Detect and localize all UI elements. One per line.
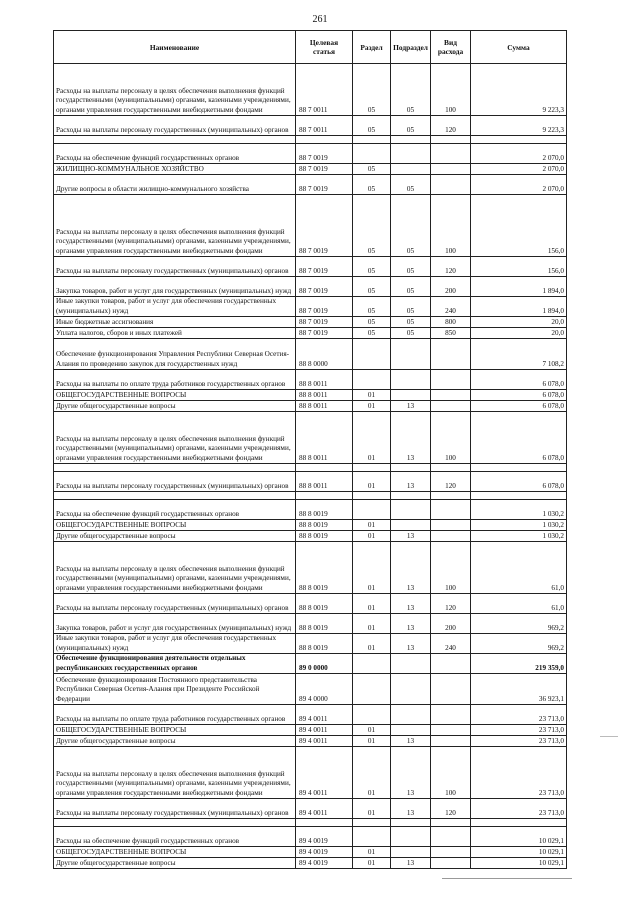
row-article-cell: 88 8 0019 [296,634,353,654]
row-type-cell [431,339,471,370]
row-type-cell: 120 [431,257,471,277]
spacer-cell [471,492,567,500]
spacer-cell [296,492,353,500]
row-name-cell: Расходы на выплаты по оплате труда работников государственных органов [54,370,296,390]
row-section-cell: 05 [353,277,391,297]
row-article-cell: 88 8 0019 [296,531,353,542]
row-name-cell: ОБЩЕГОСУДАРСТВЕННЫЕ ВОПРОСЫ [54,390,296,401]
row-type-cell: 850 [431,328,471,339]
row-article-cell: 88 8 0019 [296,594,353,614]
row-amount-cell: 10 029,1 [471,847,567,858]
row-section-cell: 05 [353,64,391,116]
table-row [54,195,567,257]
row-amount-cell: 2 070,0 [471,144,567,164]
row-subsection-cell: 05 [391,257,431,277]
spacer-cell [391,136,431,144]
row-amount-cell: 219 359,0 [471,654,567,674]
row-section-cell: 01 [353,472,391,492]
row-name-cell: Расходы на выплаты персоналу в целях обеспечения выполнения функций государственными (муниципальными) органами, казенными учреждениями, органами управления государственными внебюджетными фондами [54,64,296,116]
row-subsection-cell: 05 [391,195,431,257]
row-subsection-cell: 13 [391,799,431,819]
spacer-row [54,492,567,500]
row-type-cell [431,520,471,531]
row-article-cell: 89 0 0000 [296,654,353,674]
row-name-cell: Другие вопросы в области жилищно-коммунального хозяйства [54,175,296,195]
row-name-cell: Расходы на обеспечение функций государственных органов [54,827,296,847]
header-section: Раздел [353,31,391,64]
row-type-cell [431,531,471,542]
row-type-cell: 100 [431,542,471,594]
row-article-cell: 88 8 0000 [296,339,353,370]
row-type-cell: 120 [431,799,471,819]
spacer-cell [54,136,296,144]
table-row [54,339,567,370]
row-section-cell: 01 [353,614,391,634]
row-name-cell: Другие общегосударственные вопросы [54,736,296,747]
spacer-cell [471,819,567,827]
row-type-cell: 200 [431,614,471,634]
spacer-cell [296,464,353,472]
row-article-cell: 88 8 0019 [296,520,353,531]
row-article-cell: 88 7 0019 [296,277,353,297]
row-type-cell [431,164,471,175]
row-amount-cell: 20,0 [471,317,567,328]
table-row [54,257,567,277]
row-name-cell: Расходы на выплаты персоналу в целях обеспечения выполнения функций государственными (муниципальными) органами, казенными учреждениями, органами управления государственными внебюджетными фондами [54,412,296,464]
row-section-cell: 01 [353,799,391,819]
row-amount-cell: 2 070,0 [471,175,567,195]
row-name-cell: Расходы на выплаты персоналу государственных (муниципальных) органов [54,594,296,614]
row-subsection-cell: 13 [391,858,431,869]
row-name-cell: Расходы на выплаты персоналу государственных (муниципальных) органов [54,472,296,492]
row-type-cell [431,175,471,195]
table-row [54,654,567,674]
row-subsection-cell: 13 [391,736,431,747]
header-expense-type: Вид расхода [431,31,471,64]
row-article-cell: 89 4 0011 [296,725,353,736]
row-name-cell: Другие общегосударственные вопросы [54,531,296,542]
header-article: Целевая статья [296,31,353,64]
row-amount-cell: 61,0 [471,594,567,614]
table-row [54,614,567,634]
row-type-cell: 120 [431,594,471,614]
row-article-cell: 88 8 0011 [296,401,353,412]
spacer-row [54,136,567,144]
row-article-cell: 88 7 0019 [296,195,353,257]
row-article-cell: 88 8 0019 [296,614,353,634]
row-name-cell: ОБЩЕГОСУДАРСТВЕННЫЕ ВОПРОСЫ [54,520,296,531]
row-amount-cell: 969,2 [471,614,567,634]
table-row [54,674,567,705]
row-subsection-cell: 13 [391,412,431,464]
row-article-cell: 88 7 0019 [296,317,353,328]
header-amount: Сумма [471,31,567,64]
row-amount-cell: 6 078,0 [471,370,567,390]
row-type-cell [431,705,471,725]
spacer-cell [431,492,471,500]
row-section-cell: 01 [353,401,391,412]
row-amount-cell: 156,0 [471,195,567,257]
row-type-cell: 100 [431,64,471,116]
row-amount-cell: 9 223,3 [471,64,567,116]
row-amount-cell: 1 030,2 [471,500,567,520]
row-article-cell: 88 7 0011 [296,64,353,116]
row-type-cell [431,736,471,747]
table-row [54,472,567,492]
row-section-cell: 05 [353,164,391,175]
row-name-cell: Расходы на выплаты персоналу государственных (муниципальных) органов [54,257,296,277]
row-amount-cell: 61,0 [471,542,567,594]
row-amount-cell: 1 894,0 [471,277,567,297]
row-section-cell [353,500,391,520]
row-name-cell: Обеспечение функционирования деятельности отдельных республиканских государственных органов [54,654,296,674]
spacer-cell [391,819,431,827]
row-subsection-cell: 05 [391,328,431,339]
row-amount-cell: 10 029,1 [471,827,567,847]
row-type-cell [431,827,471,847]
row-type-cell: 240 [431,297,471,317]
table-row [54,520,567,531]
row-article-cell: 89 4 0011 [296,747,353,799]
row-section-cell: 01 [353,520,391,531]
spacer-cell [54,464,296,472]
row-subsection-cell: 13 [391,594,431,614]
row-amount-cell: 6 078,0 [471,390,567,401]
row-subsection-cell: 13 [391,401,431,412]
row-subsection-cell [391,520,431,531]
header-subsection: Подраздел [391,31,431,64]
row-name-cell: Закупка товаров, работ и услуг для государственных (муниципальных) нужд [54,277,296,297]
table-row [54,370,567,390]
row-name-cell: Расходы на выплаты персоналу в целях обеспечения выполнения функций государственными (муниципальными) органами, казенными учреждениями, органами управления государственными внебюджетными фондами [54,542,296,594]
table-row [54,747,567,799]
table-row [54,847,567,858]
row-name-cell: Расходы на выплаты по оплате труда работников государственных органов [54,705,296,725]
row-name-cell: Расходы на обеспечение функций государственных органов [54,500,296,520]
row-article-cell: 88 7 0019 [296,297,353,317]
row-name-cell: Расходы на обеспечение функций государственных органов [54,144,296,164]
table-row [54,328,567,339]
row-name-cell: Расходы на выплаты персоналу государственных (муниципальных) органов [54,799,296,819]
row-article-cell: 88 8 0011 [296,370,353,390]
row-section-cell: 01 [353,747,391,799]
row-article-cell: 89 4 0000 [296,674,353,705]
row-amount-cell: 10 029,1 [471,858,567,869]
row-article-cell: 88 8 0011 [296,390,353,401]
row-section-cell: 01 [353,858,391,869]
spacer-cell [353,464,391,472]
table-row [54,64,567,116]
table-row [54,594,567,614]
row-section-cell: 05 [353,297,391,317]
row-section-cell [353,144,391,164]
row-article-cell: 89 4 0019 [296,858,353,869]
row-type-cell: 200 [431,277,471,297]
row-section-cell: 01 [353,736,391,747]
row-article-cell: 89 4 0011 [296,705,353,725]
row-subsection-cell [391,847,431,858]
spacer-cell [471,136,567,144]
page-number: 261 [312,14,328,25]
table-row [54,144,567,164]
row-amount-cell: 9 223,3 [471,116,567,136]
row-amount-cell: 6 078,0 [471,401,567,412]
row-section-cell: 05 [353,116,391,136]
row-type-cell [431,144,471,164]
spacer-cell [353,819,391,827]
row-subsection-cell: 05 [391,317,431,328]
row-subsection-cell [391,500,431,520]
row-section-cell [353,370,391,390]
table-row [54,164,567,175]
row-name-cell: Иные бюджетные ассигнования [54,317,296,328]
table-body [54,64,567,869]
row-subsection-cell [391,827,431,847]
table-row [54,401,567,412]
row-subsection-cell: 13 [391,542,431,594]
row-section-cell: 01 [353,594,391,614]
row-name-cell: Расходы на выплаты персоналу в целях обеспечения выполнения функций государственными (муниципальными) органами, казенными учреждениями, органами управления государственными внебюджетными фондами [54,747,296,799]
header-name: Наименование [54,31,296,64]
row-type-cell [431,847,471,858]
row-name-cell: Другие общегосударственные вопросы [54,401,296,412]
row-subsection-cell [391,390,431,401]
row-section-cell [353,654,391,674]
row-article-cell: 88 7 0019 [296,257,353,277]
row-subsection-cell [391,339,431,370]
row-name-cell: Уплата налогов, сборов и иных платежей [54,328,296,339]
table-row [54,799,567,819]
row-subsection-cell: 05 [391,277,431,297]
row-article-cell: 88 8 0011 [296,472,353,492]
spacer-cell [353,136,391,144]
table-row [54,858,567,869]
row-article-cell: 89 4 0019 [296,847,353,858]
row-name-cell: Расходы на выплаты персоналу государственных (муниципальных) органов [54,116,296,136]
row-type-cell [431,725,471,736]
row-section-cell: 01 [353,725,391,736]
row-type-cell: 120 [431,116,471,136]
row-amount-cell: 969,2 [471,634,567,654]
row-name-cell: Обеспечение функционирования Управления Республики Северная Осетия-Алания по проведению закупок для государственных нужд [54,339,296,370]
row-amount-cell: 6 078,0 [471,472,567,492]
row-subsection-cell [391,674,431,705]
row-type-cell [431,858,471,869]
row-section-cell: 05 [353,328,391,339]
row-article-cell: 88 7 0019 [296,328,353,339]
row-section-cell: 01 [353,634,391,654]
row-article-cell: 88 7 0019 [296,175,353,195]
row-section-cell: 01 [353,412,391,464]
row-type-cell: 100 [431,747,471,799]
row-amount-cell: 1 894,0 [471,297,567,317]
row-type-cell [431,390,471,401]
spacer-cell [54,492,296,500]
spacer-row [54,464,567,472]
row-section-cell [353,674,391,705]
row-subsection-cell [391,370,431,390]
row-article-cell: 88 7 0019 [296,164,353,175]
row-subsection-cell [391,144,431,164]
margin-mark [600,736,618,737]
row-type-cell [431,401,471,412]
row-type-cell: 120 [431,472,471,492]
spacer-cell [431,819,471,827]
bottom-rule [442,878,572,879]
table-row [54,531,567,542]
row-section-cell: 01 [353,542,391,594]
row-amount-cell: 23 713,0 [471,799,567,819]
row-type-cell: 240 [431,634,471,654]
table-header-row [54,31,567,64]
row-type-cell [431,500,471,520]
spacer-cell [391,492,431,500]
row-type-cell [431,674,471,705]
row-section-cell: 01 [353,531,391,542]
spacer-cell [391,464,431,472]
row-amount-cell: 36 923,1 [471,674,567,705]
table-row [54,634,567,654]
row-name-cell: Закупка товаров, работ и услуг для государственных (муниципальных) нужд [54,614,296,634]
row-type-cell: 100 [431,412,471,464]
row-section-cell: 05 [353,175,391,195]
row-section-cell [353,339,391,370]
row-subsection-cell [391,164,431,175]
row-name-cell: Обеспечение функционирования Постоянного представительства Республики Северная Осетия-Алания при Президенте Российской Федерации [54,674,296,705]
row-article-cell: 88 7 0011 [296,116,353,136]
row-amount-cell: 2 070,0 [471,164,567,175]
table-row [54,390,567,401]
table-row [54,725,567,736]
row-subsection-cell: 13 [391,634,431,654]
spacer-cell [296,136,353,144]
table-row [54,736,567,747]
row-amount-cell: 23 713,0 [471,747,567,799]
table-row [54,412,567,464]
row-section-cell: 01 [353,390,391,401]
row-amount-cell: 23 713,0 [471,725,567,736]
table-row [54,542,567,594]
row-amount-cell: 7 108,2 [471,339,567,370]
row-type-cell: 800 [431,317,471,328]
budget-table [53,30,567,869]
row-subsection-cell [391,705,431,725]
row-subsection-cell: 05 [391,297,431,317]
row-article-cell: 88 8 0019 [296,542,353,594]
row-amount-cell: 1 030,2 [471,531,567,542]
row-subsection-cell: 13 [391,531,431,542]
row-name-cell: Другие общегосударственные вопросы [54,858,296,869]
row-amount-cell: 156,0 [471,257,567,277]
table-row [54,297,567,317]
spacer-cell [54,819,296,827]
row-amount-cell: 23 713,0 [471,705,567,725]
table-row [54,317,567,328]
spacer-cell [431,136,471,144]
row-article-cell: 89 4 0011 [296,799,353,819]
table-row [54,705,567,725]
spacer-cell [353,492,391,500]
row-section-cell [353,705,391,725]
row-article-cell: 89 4 0019 [296,827,353,847]
row-subsection-cell: 13 [391,747,431,799]
row-section-cell: 01 [353,847,391,858]
row-name-cell: Иные закупки товаров, работ и услуг для обеспечения государственных (муниципальных) нужд [54,634,296,654]
table-row [54,500,567,520]
row-type-cell: 100 [431,195,471,257]
row-article-cell: 88 7 0019 [296,144,353,164]
table-row [54,175,567,195]
row-name-cell: ЖИЛИЩНО-КОММУНАЛЬНОЕ ХОЗЯЙСТВО [54,164,296,175]
table-row [54,277,567,297]
row-article-cell: 88 8 0011 [296,412,353,464]
row-type-cell [431,654,471,674]
row-subsection-cell: 13 [391,614,431,634]
row-name-cell: ОБЩЕГОСУДАРСТВЕННЫЕ ВОПРОСЫ [54,725,296,736]
row-subsection-cell: 05 [391,116,431,136]
row-name-cell: Иные закупки товаров, работ и услуг для обеспечения государственных (муниципальных) нужд [54,297,296,317]
row-section-cell: 05 [353,195,391,257]
table-row [54,827,567,847]
row-section-cell [353,827,391,847]
row-amount-cell: 20,0 [471,328,567,339]
row-type-cell [431,370,471,390]
row-amount-cell: 1 030,2 [471,520,567,531]
row-amount-cell: 23 713,0 [471,736,567,747]
row-subsection-cell [391,725,431,736]
table-row [54,116,567,136]
row-section-cell: 05 [353,317,391,328]
row-article-cell: 88 8 0019 [296,500,353,520]
row-section-cell: 05 [353,257,391,277]
row-subsection-cell: 13 [391,472,431,492]
row-amount-cell: 6 078,0 [471,412,567,464]
spacer-cell [431,464,471,472]
row-subsection-cell: 05 [391,64,431,116]
spacer-cell [471,464,567,472]
row-subsection-cell [391,654,431,674]
row-name-cell: ОБЩЕГОСУДАРСТВЕННЫЕ ВОПРОСЫ [54,847,296,858]
spacer-row [54,819,567,827]
row-article-cell: 89 4 0011 [296,736,353,747]
row-subsection-cell: 05 [391,175,431,195]
row-name-cell: Расходы на выплаты персоналу в целях обеспечения выполнения функций государственными (муниципальными) органами, казенными учреждениями, органами управления государственными внебюджетными фондами [54,195,296,257]
spacer-cell [296,819,353,827]
